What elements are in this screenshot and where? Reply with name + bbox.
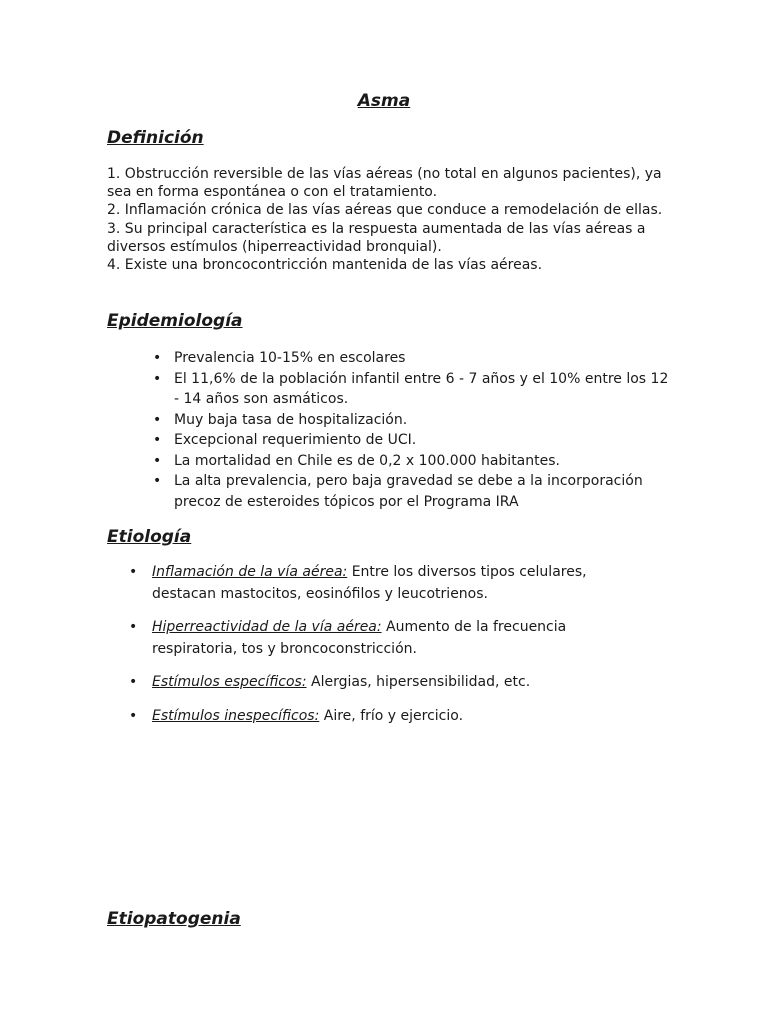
etiologia-term: Inflamación de la vía aérea: bbox=[152, 564, 348, 580]
list-item bbox=[153, 451, 674, 472]
etiologia-text: Entre los diversos tipos celulares, destacan mastocitos, eosinófilos y leucotrienos. bbox=[152, 564, 587, 602]
epidemiologia-list bbox=[153, 348, 674, 512]
bullet-icon: • bbox=[129, 707, 138, 724]
list-item bbox=[129, 706, 652, 728]
list-item bbox=[153, 348, 674, 369]
bullet-icon: • bbox=[153, 452, 162, 469]
list-item bbox=[129, 562, 652, 605]
list-item-text: La alta prevalencia, pero baja gravedad se debe a la incorporación precoz de esteroides tópicos por el Programa IRA bbox=[174, 473, 643, 510]
list-item-text: Prevalencia 10-15% en escolares bbox=[174, 350, 406, 366]
heading-etiologia: Etiología bbox=[107, 527, 192, 547]
etiologia-term: Estímulos específicos: bbox=[152, 674, 307, 690]
bullet-icon: • bbox=[153, 370, 162, 387]
list-item bbox=[153, 410, 674, 431]
bullet-icon: • bbox=[129, 674, 138, 690]
bullet-icon: • bbox=[153, 350, 162, 366]
bullet-icon: • bbox=[153, 473, 162, 489]
definicion-item: 4. Existe una broncocontricción mantenida de las vías aéreas. bbox=[107, 257, 543, 274]
heading-epidemiologia: Epidemiología bbox=[107, 311, 243, 331]
bullet-icon: • bbox=[153, 411, 162, 428]
list-item-text: La mortalidad en Chile es de 0,2 x 100.000 habitantes. bbox=[174, 452, 560, 469]
definicion-item: 2. Inflamación crónica de las vías aéreas que conduce a remodelación de ellas. bbox=[107, 202, 663, 219]
list-item bbox=[153, 471, 674, 512]
document-title: Asma bbox=[357, 91, 411, 111]
list-item bbox=[129, 617, 652, 660]
etiologia-text: Alergias, hipersensibilidad, etc. bbox=[306, 674, 531, 690]
definicion-item: 3. Su principal característica es la respuesta aumentada de las vías aéreas a diversos estímulos (hiperreactividad bronquial). bbox=[107, 220, 646, 255]
list-item bbox=[153, 430, 674, 451]
list-item-text: El 11,6% de la población infantil entre 6 - 7 años y el 10% entre los 12 - 14 años son asmáticos. bbox=[174, 370, 669, 407]
list-item-text: Muy baja tasa de hospitalización. bbox=[174, 411, 408, 428]
definicion-item: 1. Obstrucción reversible de las vías aéreas (no total en algunos pacientes), ya sea en forma espontánea o con el tratamiento. bbox=[107, 166, 662, 201]
bullet-icon: • bbox=[129, 564, 138, 580]
bullet-icon: • bbox=[153, 432, 162, 448]
heading-definicion: Definición bbox=[107, 128, 204, 148]
list-item bbox=[129, 672, 652, 694]
etiologia-text: Aire, frío y ejercicio. bbox=[319, 707, 464, 724]
heading-etiopatogenia: Etiopatogenia bbox=[107, 909, 241, 929]
etiologia-term: Hiperreactividad de la vía aérea: bbox=[152, 619, 382, 635]
bullet-icon: • bbox=[129, 619, 138, 635]
list-item bbox=[153, 369, 674, 410]
list-item-text: Excepcional requerimiento de UCI. bbox=[174, 432, 417, 448]
etiologia-list bbox=[129, 562, 652, 739]
etiologia-term: Estímulos inespecíficos: bbox=[152, 707, 320, 724]
etiologia-text: Aumento de la frecuencia respiratoria, tos y broncoconstricción. bbox=[152, 619, 567, 657]
definicion-list bbox=[107, 165, 677, 274]
